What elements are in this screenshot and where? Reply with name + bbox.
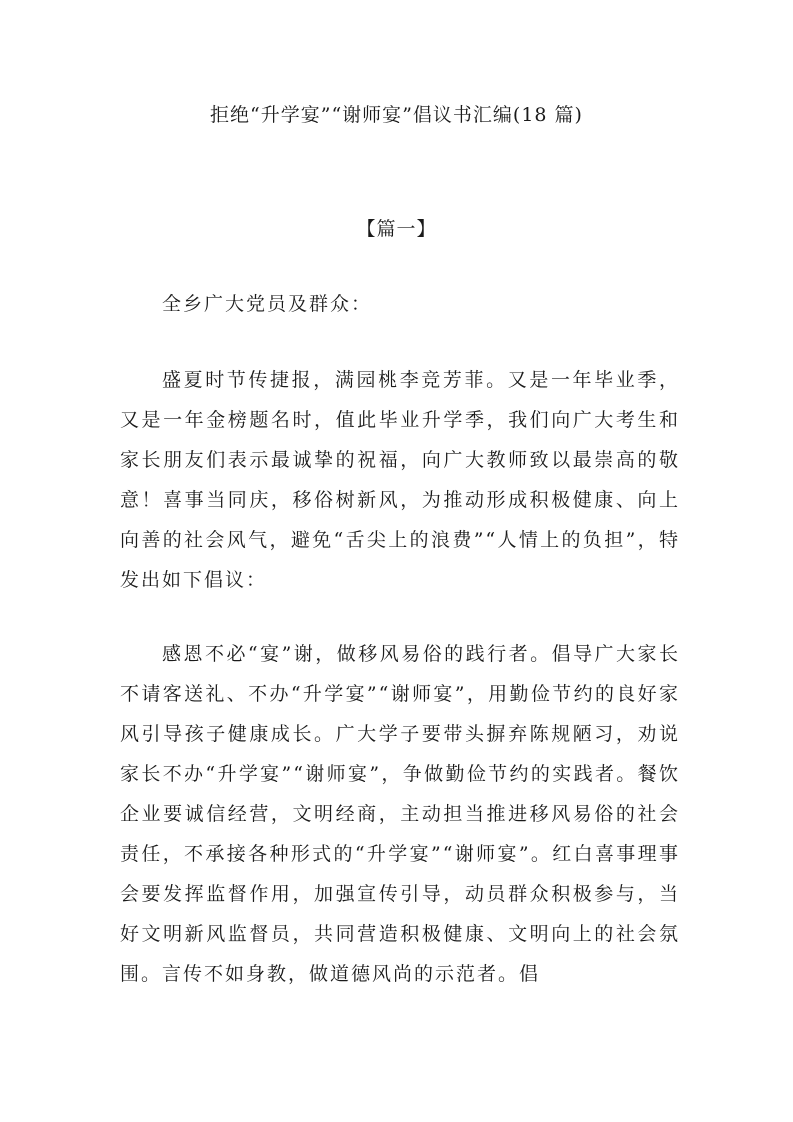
paragraph-2: 感恩不必“宴”谢，做移风易俗的践行者。倡导广大家长不请客送礼、不办“升学宴”“谢师宴”，用勤俭节约的良好家风引导孩子健康成长。广大学子要带头摒弃陈规陋习，劝说家长不办“升学宴”“谢师宴”，争做勤俭节约的实践者。餐饮企业要诚信经营，文明经商，主动担当推进移风易俗的社会责任，不承接各种形式的“升学宴”“谢师宴”。红白喜事理事会要发挥监督作用，加强宣传引导，动员群众积极参与，当好文明新风监督员，共同营造积极健康、文明向上的社会氛围。言传不如身教，做道德风尚的示范者。倡 — [120, 643, 680, 985]
section-heading: 【篇一】 — [356, 218, 437, 240]
document-title: 拒绝“升学宴”“谢师宴”倡议书汇编(18 篇) — [210, 104, 583, 126]
salutation: 全乡广大党员及群众： — [162, 293, 373, 315]
paragraph-1: 盛夏时节传捷报，满园桃李竞芳菲。又是一年毕业季，又是一年金榜题名时，值此毕业升学季，我们向广大考生和家长朋友们表示最诚挚的祝福，向广大教师致以最崇高的敬意！喜事当同庆，移俗树新风，为推动形成积极健康、向上向善的社会风气，避免“舌尖上的浪费”“人情上的负担”，特发出如下倡议： — [120, 369, 680, 591]
